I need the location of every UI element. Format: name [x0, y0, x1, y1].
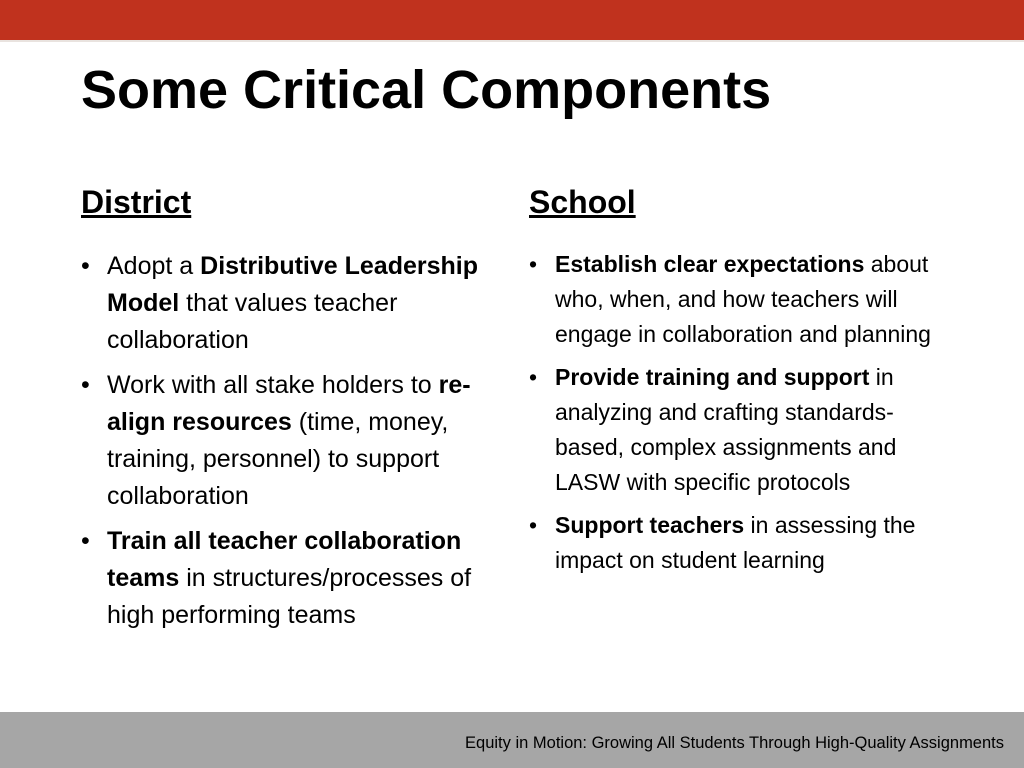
district-bullet-item — [81, 367, 501, 515]
bullet-dot-icon: • — [81, 252, 90, 280]
bullet-text: Work with all stake holders to — [107, 371, 439, 399]
bullet-emphasis: Support teachers — [555, 512, 745, 538]
bullet-emphasis: Establish clear expectations — [555, 251, 865, 277]
bullet-emphasis: Provide training and support — [555, 364, 870, 390]
bullet-text: (time, money, training, personnel) to support collaboration — [107, 408, 449, 510]
slide-title: Some Critical Components — [81, 60, 772, 120]
bullet-dot-icon: • — [81, 527, 90, 555]
bullet-text: in assessing the impact on student learning — [555, 512, 916, 573]
bullet-emphasis: Distributive Leadership Model — [107, 252, 478, 317]
bullet-text: Adopt a — [107, 252, 201, 280]
bullet-emphasis: re-align resources — [107, 371, 471, 436]
school-column — [529, 182, 949, 586]
district-column — [81, 182, 501, 642]
bullet-dot-icon: • — [81, 371, 90, 399]
school-heading: School — [529, 184, 636, 220]
bullet-dot-icon: • — [529, 251, 538, 277]
bullet-text: about who, when, and how teachers will engage in collaboration and planning — [555, 251, 931, 347]
bullet-text: in analyzing and crafting standards-based, complex assignments and LASW with specific protocols — [555, 364, 897, 495]
footer-band — [0, 712, 1024, 768]
top-accent-band — [0, 0, 1024, 40]
bullet-dot-icon: • — [529, 512, 538, 538]
school-bullet-list — [529, 247, 949, 578]
district-bullet-list — [81, 248, 501, 634]
district-heading: District — [81, 184, 192, 220]
school-bullet-item — [529, 360, 949, 500]
school-bullet-item — [529, 508, 949, 578]
district-bullet-item — [81, 248, 501, 359]
bullet-dot-icon: • — [529, 364, 538, 390]
bullet-text: that values teacher collaboration — [107, 289, 398, 354]
bullet-emphasis: Train all teacher collaboration teams — [107, 527, 462, 592]
footer-text: Equity in Motion: Growing All Students Through High-Quality Assignments — [465, 734, 1004, 752]
school-bullet-item — [529, 247, 949, 352]
top-accent-divider — [0, 40, 1024, 42]
district-bullet-item — [81, 523, 501, 634]
bullet-text: in structures/processes of high performing teams — [107, 564, 472, 629]
